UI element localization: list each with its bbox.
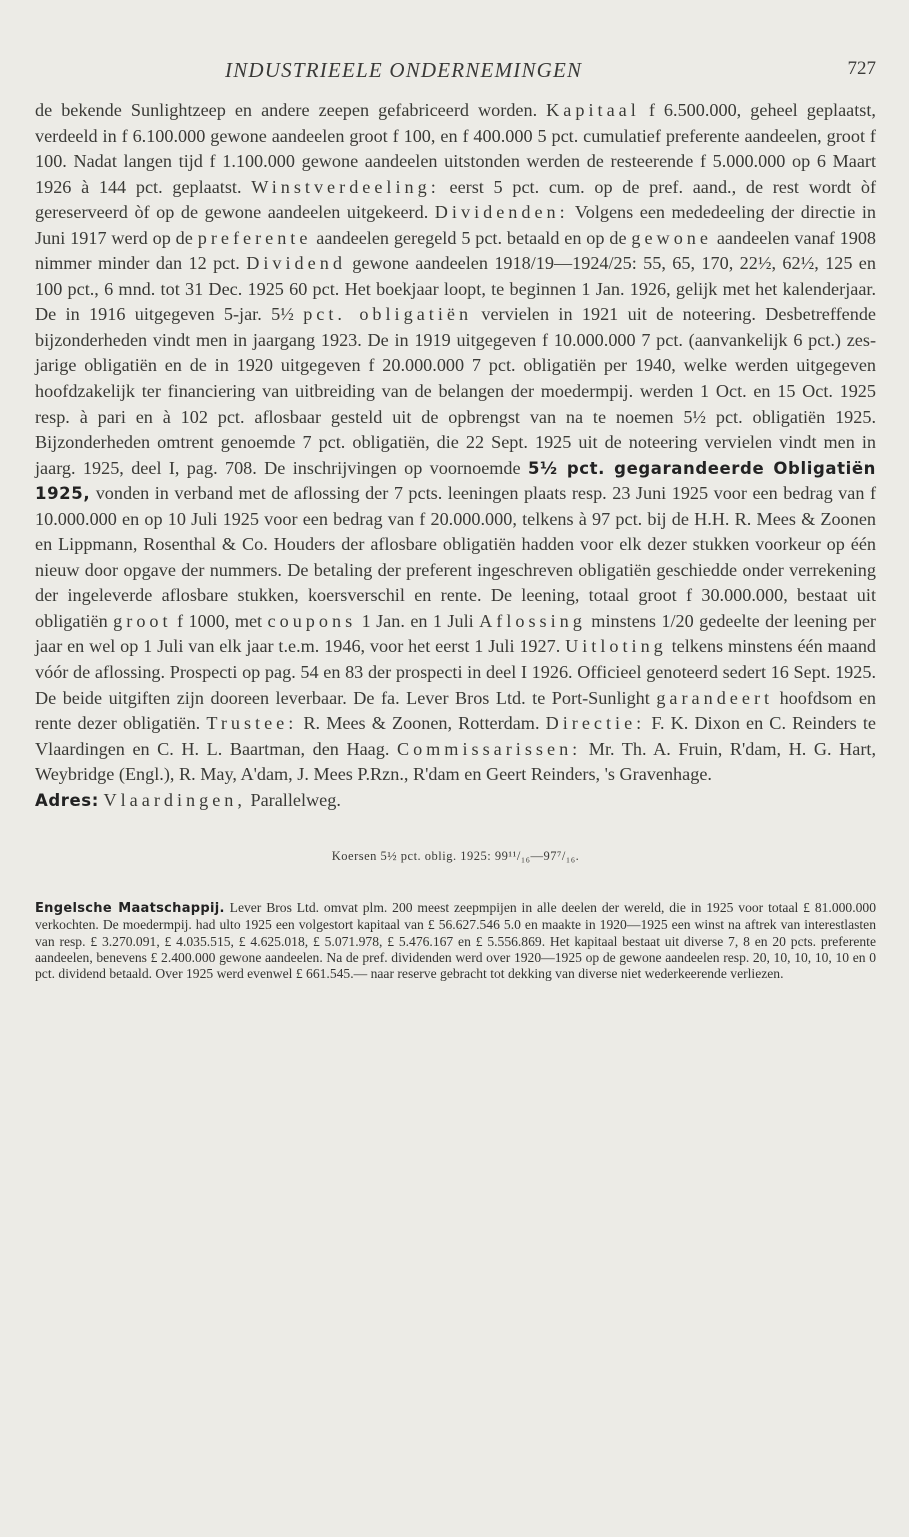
koersen-line: Koersen 5½ pct. oblig. 1925: 99¹¹/₁₆—97⁷/₁₆. <box>331 849 580 864</box>
kapitaal-label: Kapitaal <box>546 100 640 120</box>
trustee-label: Trustee: <box>206 713 298 734</box>
commissarissen-label: Commissarissen: <box>396 738 582 759</box>
main-text-block <box>35 98 876 813</box>
gewone-label: gewone <box>631 227 712 248</box>
text-segment: eerst 5 pct. cum. op de pref. aand., de rest wordt òf gereserveerd òf op de gewone aandeelen uitgekeerd. <box>35 176 876 223</box>
coupons-label: coupons <box>267 610 357 631</box>
dividend-label: Dividend <box>246 253 346 274</box>
engelsche-paragraph <box>35 900 876 981</box>
engelsche-name: Engelsche Maatschappij. <box>35 901 225 917</box>
engelsche-maatschappij-block <box>35 900 876 981</box>
aflossing-label: Aflossing <box>479 610 586 631</box>
text-segment: aandeelen geregeld 5 pct. betaald en op de <box>311 227 632 248</box>
text-segment: R. Mees & Zoonen, Rotterdam. <box>297 713 546 734</box>
text-segment: f 6.500.000, geheel geplaatst, verdeeld in f 6.100.000 gewone aandeelen groot f 100, en f 400.000 5 pct. cumulatief preferente aandeelen, groot f 100. Nadat langen tijd f 1.100.000 gewone aandeelen uitstonden werden de resteerende f 5.000.000 op 6 Maart 1926 à 144 pct. geplaatst. <box>35 100 876 197</box>
uitloting-label: Uitloting <box>565 636 667 657</box>
main-paragraph <box>35 98 876 788</box>
dividenden-label: Dividenden: <box>434 202 569 223</box>
adres-line <box>35 788 876 814</box>
garandeert-label: garandeert <box>656 687 774 708</box>
preferente-label: preferente <box>197 227 312 248</box>
text-segment: vonden in verband met de aflossing der 7 pcts. leeningen plaats resp. 23 Juni 1925 voor een bedrag van f 10.000.000 en op 10 Juli 1925 voor een bedrag van f 20.000.000, telkens à 97 pct. bij de H.H. R. Mees & Zoonen en Lippmann, Rosenthal & Co. Houders der aflosbare obligatiën hadden voor elk dezer stukken voorkeur op één nieuw door opgave der nummers. De betaling der preferent ingeschreven obligatiën geschiedde onder verrekening der ingeleverde aflosbare stukken, koersverschil en rente. De leening, totaal groot f 30.000.000, bestaat uit obligatiën <box>35 483 876 631</box>
text-segment: aandeelen vanaf 1908 nimmer minder dan 12 pct. <box>35 227 877 274</box>
pct-obligatien-label: pct. obligatiën <box>303 304 473 325</box>
adres-city: Vlaardingen, <box>103 789 246 810</box>
text-segment: f 1000, met <box>171 610 268 631</box>
page-number: 727 <box>847 58 876 79</box>
groot-label: groot <box>113 610 172 631</box>
text-segment: de bekende Sunlightzeep en andere zeepen gefabriceerd worden. <box>35 100 547 120</box>
text-segment: telkens minstens één maand vóór de aflossing. Prospecti op pag. 54 en 83 der prospecti in deel I 1926. Officieel genoteerd sedert 16 Sept. 1925. De beide uitgiften zijn dooreen leverbaar. De fa. Lever Bros Ltd. te Port-Sunlight <box>35 636 876 708</box>
text-segment: vervielen in 1921 uit de noteering. Desbetreffende bijzonderheden vindt men in jaargang 1923. De in 1919 uitgegeven f 10.000.000 7 pct. (aanvankelijk 6 pct.) zes-jarige obligatiën en de in 1920 uitgegeven f 20.000.000 7 pct. obligatiën per 1940, welke werden uitgegeven hoofdzakelijk ter financiering van uitbreiding van de belangen der moedermpij. werden 1 Oct. en 15 Oct. 1925 resp. à pari en à 102 pct. aflosbaar gesteld uit de opbrengst van na te noemen 5½ pct. obligatiën 1925. Bijzonderheden omtrent genoemde 7 pct. obligatiën, die 22 Sept. 1925 uit de noteering vervielen vindt men in jaarg. 1925, deel I, pag. 708. De inschrijvingen op voornoemde <box>35 304 876 478</box>
adres-label: Adres: <box>35 790 99 810</box>
header-title: INDUSTRIEELE ONDERNEMINGEN <box>225 58 583 82</box>
text-segment: Mr. Th. A. Fruin, R'dam, H. G. Hart, Weybridge (Engl.), R. May, A'dam, J. Mees P.Rzn., R'dam en Geert Reinders, 's Gravenhage. <box>35 738 876 785</box>
text-segment: minstens 1/20 gedeelte der leening per jaar en wel op 1 Juli van elk jaar t.e.m. 1946, voor het eerst 1 Juli 1927. <box>35 610 876 657</box>
directie-label: Directie: <box>545 713 646 734</box>
text-segment: F. K. Dixon en C. Reinders te Vlaardingen en C. H. L. Baartman, den Haag. <box>35 713 876 759</box>
text-segment: hoofdsom en rente dezer obligatiën. <box>35 687 876 734</box>
winstverdeeling-label: Winstverdeeling: <box>251 176 440 197</box>
text-segment: 1 Jan. en 1 Juli <box>356 610 480 631</box>
engelsche-text: Lever Bros Ltd. omvat plm. 200 meest zeepmpijen in alle deelen der wereld, die in 1925 voor totaal £ 81.000.000 verkochten. De moedermpij. had ulto 1925 een volgestort kapitaal van £ 56.627.546 5.0 en maakte in 1920—1925 een winst na aftrek van interestlasten van resp. £ 3.270.091, £ 4.035.515, £ 4.625.018, £ 5.071.978, £ 5.476.167 en £ 5.556.869. Het kapitaal bestaat uit diverse 7, 8 en 20 pcts. preferente aandeelen, benevens £ 2.400.000 gewone aandeelen. Na de pref. dividenden werd over 1920—1925 op de gewone aandeelen resp. 20, 10, 10, 10, 10 en 0 pct. dividend betaald. Over 1925 werd evenwel £ 661.545.— naar reserve gebracht tot dekking van diverse niet wederkeerende verliezen. <box>35 900 876 981</box>
adres-street: Parallelweg. <box>245 789 341 810</box>
text-segment: Volgens een mededeeling der directie in Juni 1917 werd op de <box>35 202 876 248</box>
text-segment: gewone aandeelen 1918/19—1924/25: 55, 65, 170, 22½, 62½, 125 en 100 pct., 6 mnd. tot 31 Dec. 1925 60 pct. Het boekjaar loopt, te beginnen 1 Jan. 1926, gelijk met het kalenderjaar. De in 1916 uitgegeven 5-jar. 5½ <box>35 253 876 325</box>
bold-heading: 5½ pct. gegarandeerde Obligatiën 1925, <box>35 458 876 504</box>
running-header <box>35 58 876 92</box>
